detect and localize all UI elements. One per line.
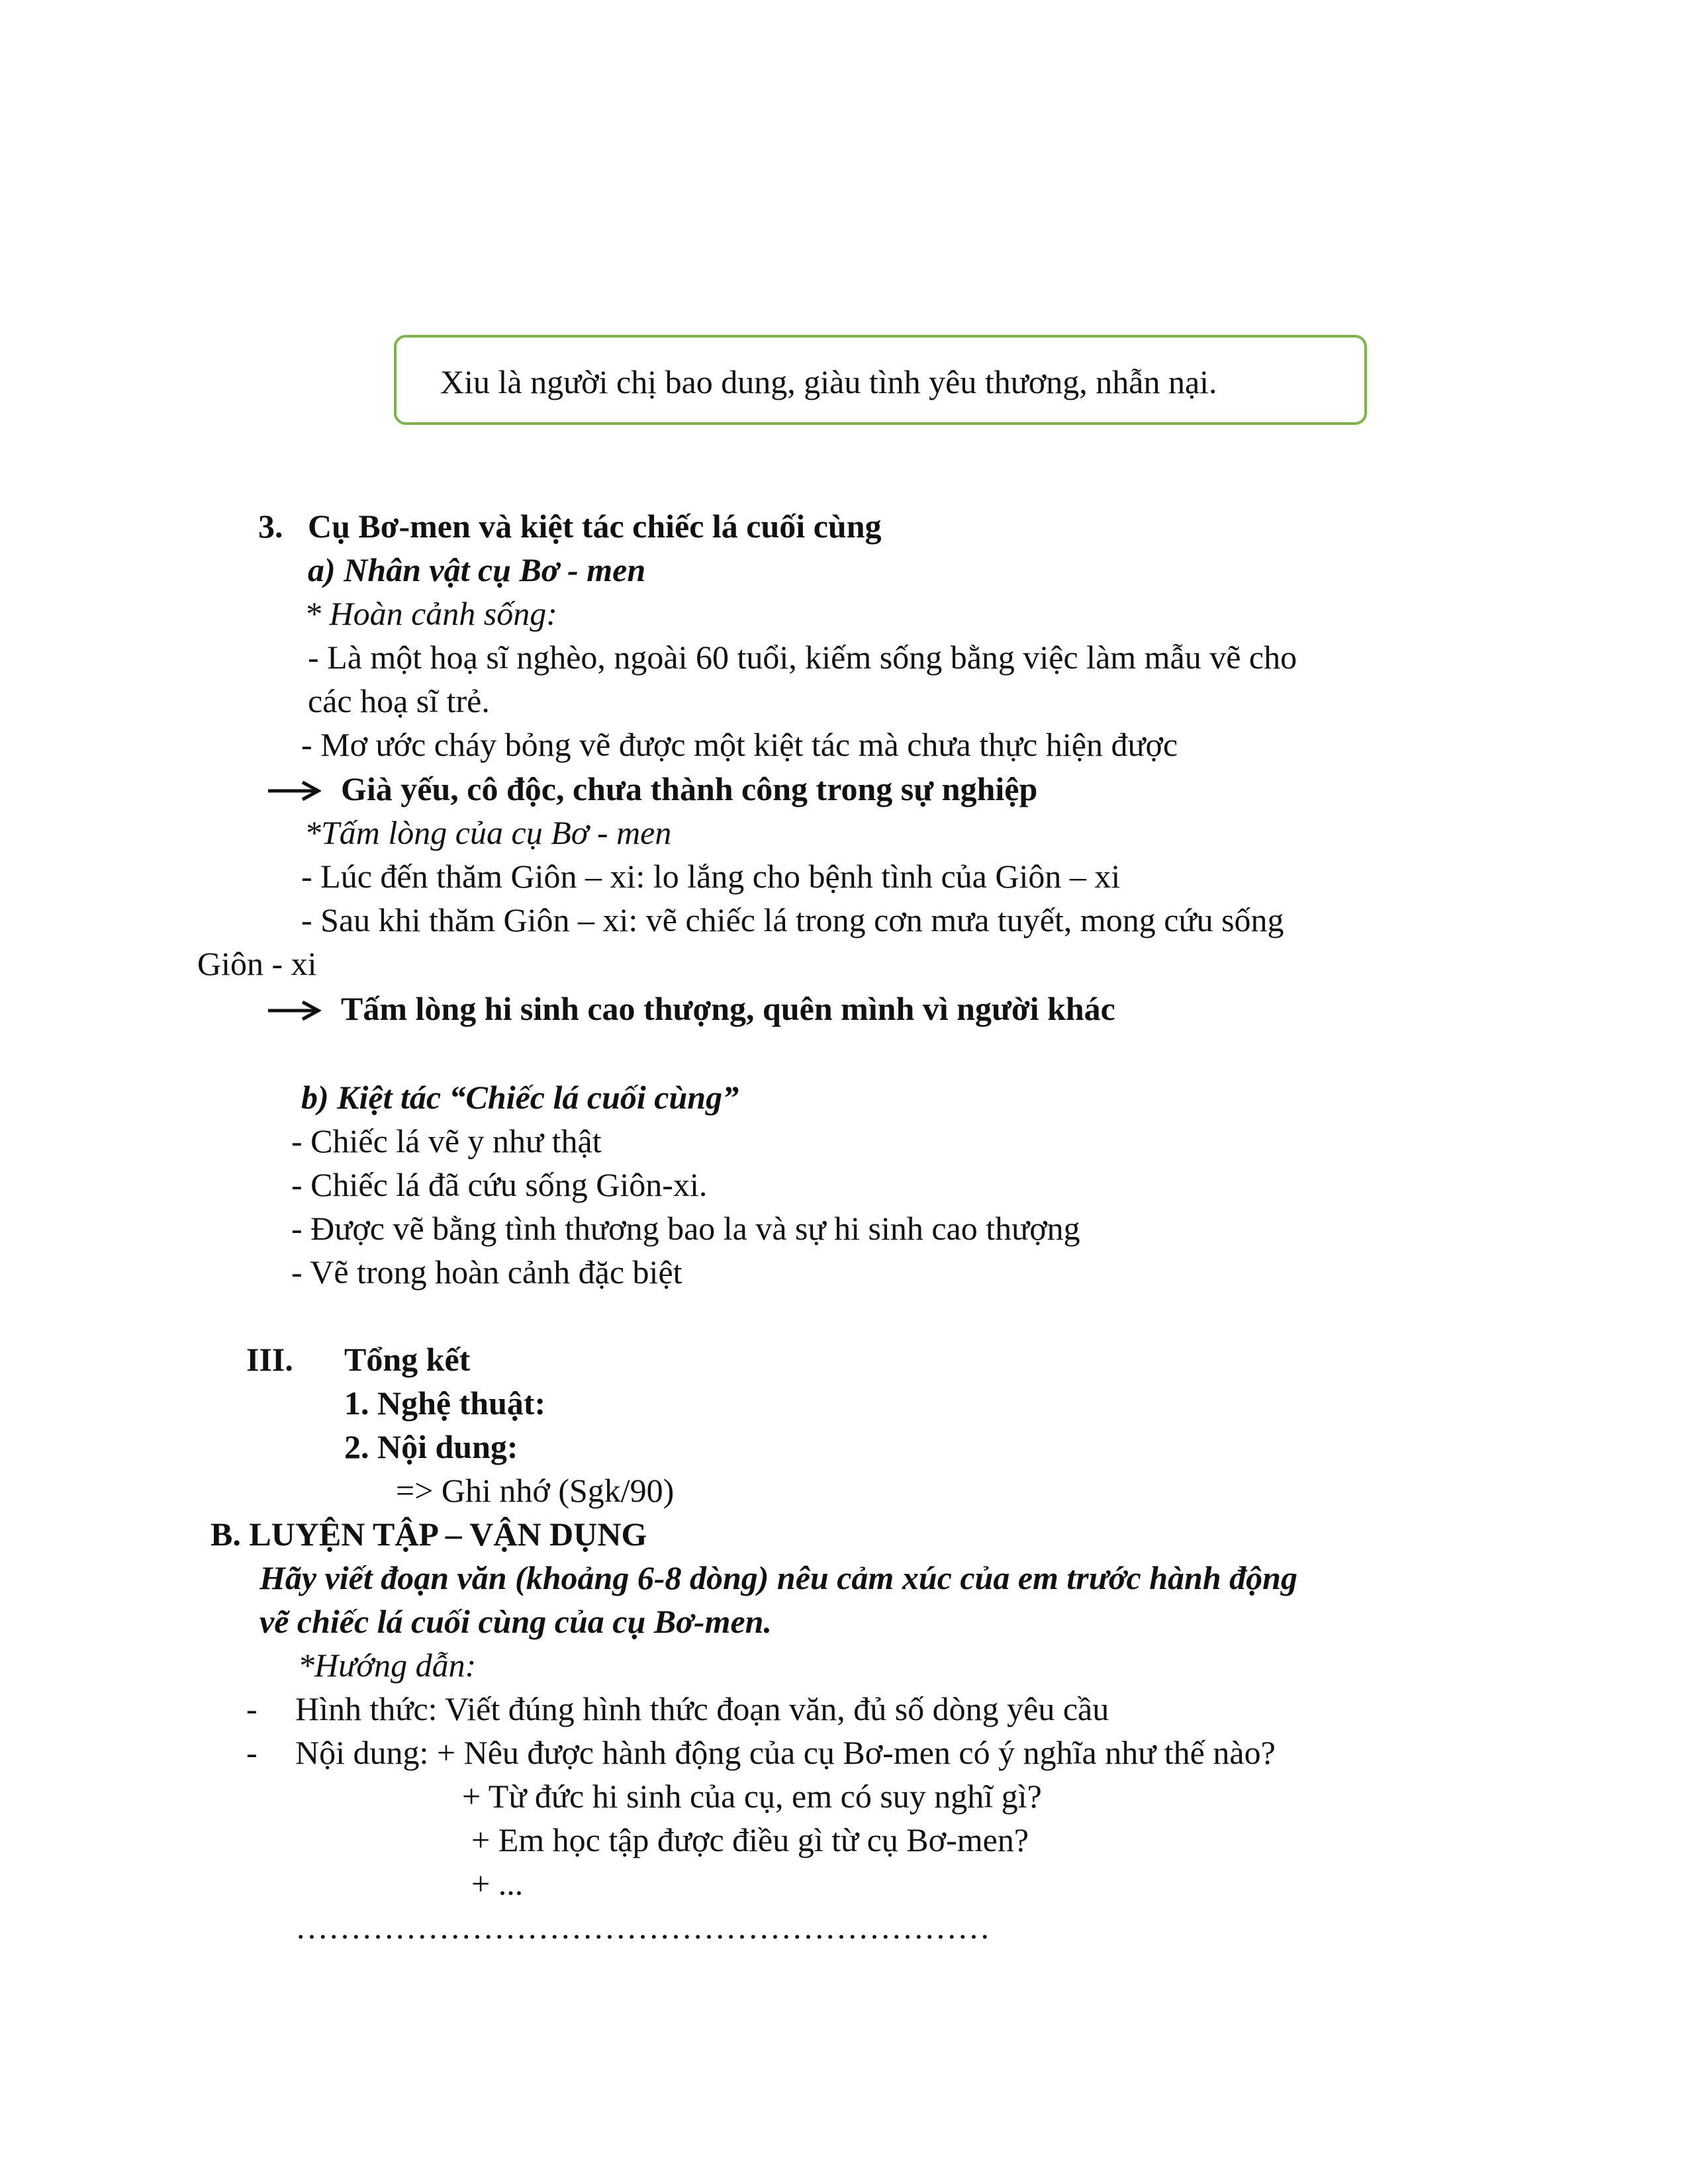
sub-b-item: - Được vẽ bằng tình thương bao la và sự hi sinh cao thượng bbox=[291, 1210, 1080, 1247]
section-iii-item2: 2. Nội dung: bbox=[344, 1428, 518, 1465]
sub-b-title: b) Kiệt tác “Chiếc lá cuối cùng” bbox=[301, 1079, 739, 1116]
heart-line4a: - Sau khi thăm Giôn – xi: vẽ chiếc lá trong cơn mưa tuyết, mong cứu sống bbox=[301, 901, 1284, 938]
content-sub3: + ... bbox=[471, 1865, 524, 1902]
sub-a-title: a) Nhân vật cụ Bơ - men bbox=[308, 551, 646, 588]
form-line: Hình thức: Viết đúng hình thức đoạn văn, đủ số dòng yêu cầu bbox=[295, 1690, 1109, 1727]
arrow-right-icon bbox=[267, 999, 321, 1022]
bullet-dash: - bbox=[246, 1690, 258, 1727]
section3-title: Cụ Bơ-men và kiệt tác chiếc lá cuối cùng bbox=[308, 508, 882, 545]
task-line1: Hãy viết đoạn văn (khoảng 6-8 dòng) nêu cảm xúc của em trước hành động bbox=[259, 1559, 1297, 1596]
bullet-dash: - bbox=[246, 1734, 258, 1771]
circumstance-line2: - Mơ ước cháy bỏng vẽ được một kiệt tác mà chưa thực hiện được bbox=[301, 726, 1178, 763]
answer-dots: ……………………………………………………… bbox=[295, 1909, 990, 1946]
section-iii-number: III. bbox=[246, 1341, 293, 1378]
content-sub2: + Em học tập được điều gì từ cụ Bơ-men? bbox=[471, 1821, 1029, 1858]
section-iii-title: Tổng kết bbox=[344, 1341, 471, 1378]
sub-b-item: - Chiếc lá vẽ y như thật bbox=[291, 1122, 602, 1160]
circumstance-label: * Hoàn cảnh sống: bbox=[305, 595, 557, 632]
task-line2: vẽ chiếc lá cuối cùng của cụ Bơ-men. bbox=[259, 1603, 772, 1640]
heart-line3: - Lúc đến thăm Giôn – xi: lo lắng cho bệnh tình của Giôn – xi bbox=[301, 858, 1121, 895]
content-line: Nội dung: + Nêu được hành động của cụ Bơ-men có ý nghĩa như thế nào? bbox=[295, 1734, 1276, 1771]
circumstance-line1b: các hoạ sĩ trẻ. bbox=[308, 682, 490, 719]
conclusion-1: Già yếu, cô độc, chưa thành công trong sự nghiệp bbox=[341, 770, 1038, 807]
section-iii-item1: 1. Nghệ thuật: bbox=[344, 1385, 546, 1422]
section-b-title: B. LUYỆN TẬP – VẬN DỤNG bbox=[211, 1516, 647, 1553]
section3-number: 3. bbox=[258, 508, 283, 545]
sub-b-item: - Vẽ trong hoàn cảnh đặc biệt bbox=[291, 1253, 682, 1291]
heart-label: *Tấm lòng của cụ Bơ - men bbox=[305, 814, 672, 851]
heart-line4b: Giôn - xi bbox=[197, 945, 317, 982]
content-sub1: + Từ đức hi sinh của cụ, em có suy nghĩ gì? bbox=[462, 1778, 1042, 1815]
arrow-right-icon bbox=[267, 780, 321, 802]
sub-b-item: - Chiếc lá đã cứu sống Giôn-xi. bbox=[291, 1166, 708, 1203]
summary-box bbox=[394, 335, 1367, 425]
summary-text: Xiu là người chị bao dung, giàu tình yêu thương, nhẫn nại. bbox=[440, 363, 1217, 400]
conclusion-2: Tấm lòng hi sinh cao thượng, quên mình vì người khác bbox=[341, 990, 1115, 1027]
guide-label: *Hướng dẫn: bbox=[298, 1647, 477, 1684]
circumstance-line1a: - Là một hoạ sĩ nghèo, ngoài 60 tuổi, kiếm sống bằng việc làm mẫu vẽ cho bbox=[308, 639, 1297, 676]
section-iii-note: => Ghi nhớ (Sgk/90) bbox=[396, 1472, 675, 1509]
